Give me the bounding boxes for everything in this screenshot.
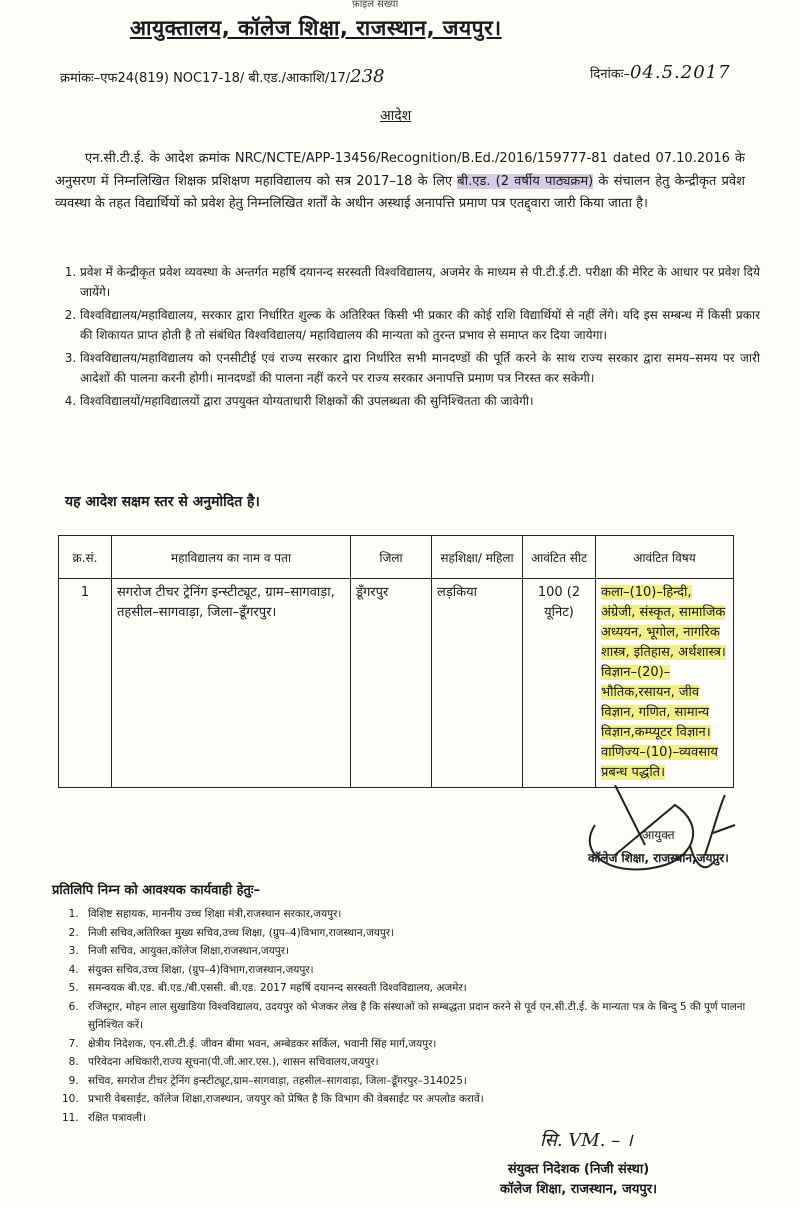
intro-text-after: के संचालन हेतु केन्द्रीकृत प्रवेश व्यवस्था के तहत विद्यार्थियों को प्रवेश हेतु निम्नलिखित शर्तों के अधीन अस्थाई अनापत्ति प्रमाण पत्र एतद्द्वारा जारी किया जाता है। bbox=[55, 173, 745, 211]
cell-subjects bbox=[596, 579, 734, 788]
subject-arts: कला–(10)–हिन्दी, अंग्रेजी, संस्कृत, सामाजिक अध्ययन, भूगोल, नागरिक शास्त्र, इतिहास, अर्थशास्त्र। bbox=[601, 585, 726, 660]
cell-seats: 100 (2 यूनिट) bbox=[523, 579, 596, 788]
order-date bbox=[590, 62, 731, 83]
header-sno: क्र.सं. bbox=[59, 536, 112, 579]
condition-item: 1. प्रवेश में केन्द्रीकृत प्रवेश व्यवस्था के अन्तर्गत महर्षि दयानन्द सरस्वती विश्वविद्यालय, अजमेर के माध्यम से पी.टी.ई.टी. परीक्षा की मेरिट के आधार पर प्रवेश दिये जायेंगे। bbox=[80, 262, 760, 302]
subject-commerce: वाणिज्य–(10)–व्यवसाय प्रबन्ध पद्धति। bbox=[601, 745, 718, 780]
header-type: सहशिक्षा/ महिला bbox=[432, 536, 523, 579]
header-college-name: महाविद्यालय का नाम व पता bbox=[112, 536, 351, 579]
reference-number bbox=[60, 66, 384, 87]
subject-science: विज्ञान–(20)–भौतिक,रसायन, जीव विज्ञान, गणित, सामान्य विज्ञान,कम्प्यूटर विज्ञान। bbox=[601, 665, 711, 740]
copy-item: 5. समन्वयक बी.एड. बी.एड./बी.एससी. बी.एड. 2017 महर्षि दयानन्द सरस्वती विश्वविद्यालय, अजमेर। bbox=[82, 979, 762, 998]
course-highlight: बी.एड. (2 वर्षीय पाठ्यक्रम) bbox=[457, 173, 594, 189]
signatory-role: आयुक्त bbox=[642, 828, 675, 842]
college-table bbox=[58, 535, 734, 788]
copy-item: 11. रक्षित पत्रावली। bbox=[82, 1109, 762, 1128]
condition-item: 2. विश्वविद्यालय/महाविद्यालय, सरकार द्वारा निर्धारित शुल्क के अतिरिक्त किसी भी प्रकार की कोई राशि विद्यार्थियों से नहीं लेंगे। यदि इस सम्बन्ध में किसी प्रकार की शिकायत प्राप्त होती है तो संबंधित विश्वविद्यालय/ महाविद्यालय की मान्यता को तुरन्त प्रभाव से समाप्त कर दिया जायेगा। bbox=[80, 305, 760, 345]
copy-heading: प्रतिलिपि निम्न को आवश्यक कार्यवाही हेतुः– bbox=[52, 883, 261, 898]
approval-note: यह आदेश सक्षम स्तर से अनुमोदित है। bbox=[65, 494, 260, 510]
cell-type: लड़किया bbox=[432, 579, 523, 788]
copy-item: 4. संयुक्त सचिव,उच्च शिक्षा, (ग्रुप–4)विभाग,राजस्थान,जयपुर। bbox=[82, 961, 762, 980]
header-district: जिला bbox=[351, 536, 432, 579]
table-row bbox=[59, 579, 734, 788]
header-subjects: आवंटित विषय bbox=[596, 536, 734, 579]
copy-item: 7. क्षेत्रीय निदेशक, एन.सी.टी.ई. जीवन बीमा भवन, अम्बेडकर सर्किल, भवानी सिंह मार्ग,जयपुर। bbox=[82, 1035, 762, 1054]
top-mark: फ़ाइल संख्या bbox=[352, 0, 399, 10]
condition-item: 3. विश्वविद्यालय/महाविद्यालय को एनसीटीई एवं राज्य सरकार द्वारा निर्धारित सभी मानदण्डों की पूर्ति करने के साथ राज्य सरकार द्वारा समय–समय पर जारी आदेशों की पालना करनी होगी। मानदण्डों की पालना नहीं करने पर राज्य सरकार अनापत्ति प्रमाण पत्र निरस्त कर सकेगी। bbox=[80, 348, 760, 388]
signatory-org: कॉलेज शिक्षा, राजस्थान,जयपुर। bbox=[588, 851, 729, 865]
copy-item: 1. विशिष्ट सहायक, माननीय उच्च शिक्षा मंत्री,राजस्थान सरकार,जयपुर। bbox=[82, 905, 762, 924]
signature-block-commissioner bbox=[588, 826, 729, 866]
intro-paragraph bbox=[55, 148, 745, 216]
signature-block-joint-director bbox=[500, 1160, 657, 1200]
date-label: दिनांकः– bbox=[590, 67, 630, 82]
reference-prefix: क्रमांकः–एफ24(819) NOC17-18/ बी.एड./आकाशि/17/ bbox=[60, 71, 351, 86]
cell-district: डूँगरपुर bbox=[351, 579, 432, 788]
handwritten-initials: सि. VM. – । bbox=[540, 1130, 633, 1151]
signatory-role-2: संयुक्त निदेशक (निजी संस्था) bbox=[507, 1162, 650, 1177]
order-heading: आदेश bbox=[380, 108, 412, 124]
date-value: 04.5.2017 bbox=[629, 62, 731, 83]
table-header-row bbox=[59, 536, 734, 579]
copy-item: 8. परिवेदना अधिकारी,राज्य सूचना(पी.जी.आर.एस.), शासन सचिवालय,जयपुर। bbox=[82, 1053, 762, 1072]
cell-college-name: सगरोज टीचर ट्रेनिंग इन्स्टीट्यूट, ग्राम–सागवाड़ा, तहसील–सागवाड़ा, जिला–डूँगरपुर। bbox=[112, 579, 351, 788]
signatory-org-2: कॉलेज शिक्षा, राजस्थान, जयपुर। bbox=[500, 1182, 657, 1197]
copy-item: 2. निजी सचिव,अतिरिक्त मुख्य सचिव,उच्च शिक्षा, (ग्रुप–4)विभाग,राजस्थान,जयपुर। bbox=[82, 924, 762, 943]
copy-list bbox=[48, 905, 762, 1127]
copy-item: 6. रजिस्ट्रार, मोहन लाल सुखाडिया विश्वविद्यालय, उदयपुर को भेजकर लेख है कि संस्थाओं को सम्बद्धता प्रदान करने से पूर्व एन.सी.टी.ई. के मान्यता पत्र के बिन्दु 5 की पूर्ण पालना सुनिश्चित करें। bbox=[82, 998, 762, 1035]
copy-item: 9. सचिव, सगरोज टीचर ट्रेनिंग इन्स्टीट्यूट,ग्राम–सागवाड़ा, तहसील–सागवाड़ा, जिला–डूँगरपुर–314025। bbox=[82, 1072, 762, 1091]
document-title: आयुक्तालय, कॉलेज शिक्षा, राजस्थान, जयपुर। bbox=[130, 16, 502, 40]
condition-item: 4. विश्वविद्यालयों/महाविद्यालयों द्वारा उपयुक्त योग्यताधारी शिक्षकों की उपलब्धता की सुनिश्चितता की जावेगी। bbox=[80, 391, 760, 411]
intro-text-before: एन.सी.टी.ई. के आदेश क्रमांक NRC/NCTE/APP-13456/Recognition/B.Ed./2016/159777-81 dated 07.10.2016 के अनुसरण में निम्नलिखित शिक्षक प्रशिक्षण महाविद्यालय को सत्र 2017–18 के लिए bbox=[55, 151, 745, 189]
reference-handwritten-number: 238 bbox=[350, 66, 385, 87]
conditions-list bbox=[52, 262, 760, 414]
cell-sno: 1 bbox=[59, 579, 112, 788]
header-seats: आवंटित सीट bbox=[523, 536, 596, 579]
copy-item: 3. निजी सचिव, आयुक्त,कॉलेज शिक्षा,राजस्थान,जयपुर। bbox=[82, 942, 762, 961]
copy-item: 10. प्रभारी वेबसाईट, कॉलेज शिक्षा,राजस्थान, जयपुर को प्रेषित है कि विभाग की वेबसाईट पर अपलोड करावें। bbox=[82, 1090, 762, 1109]
